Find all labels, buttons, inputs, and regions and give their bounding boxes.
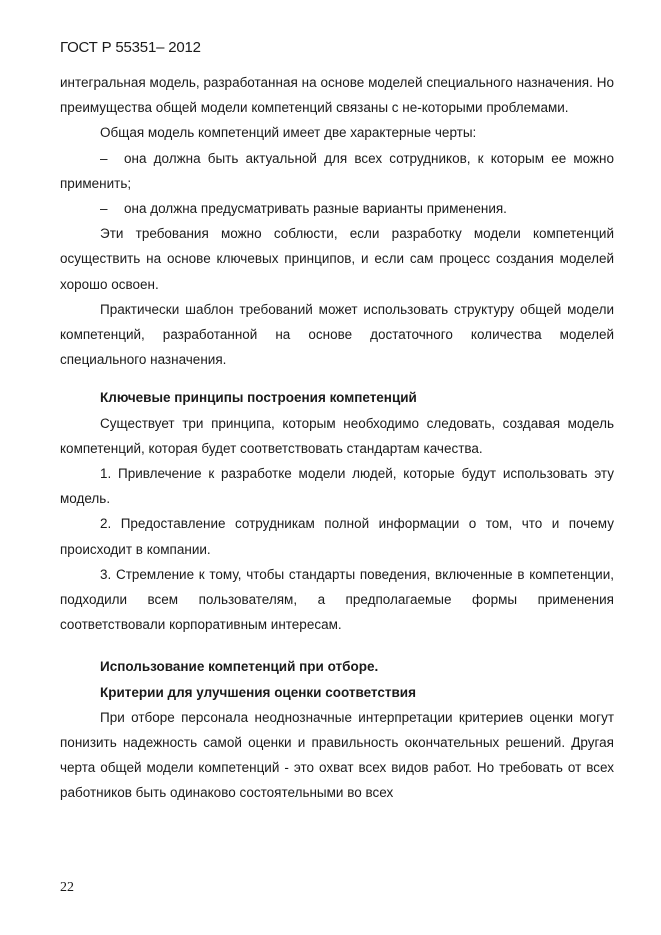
- paragraph: При отборе персонала неоднозначные интерпретации критериев оценки могут понизить надежность самой оценки и правильность окончательных решений. Другая черта общей модели компетенций - это охват всех видов работ. Но требовать от всех работников быть одинаково состоятельными во всех: [60, 709, 614, 801]
- paragraph: Существует три принципа, которым необходимо следовать, создавая модель компетенций, которая будет соответствовать стандартам качества.: [60, 415, 614, 456]
- numbered-item: 2. Предоставление сотрудникам полной информации о том, что и почему происходит в компании.: [60, 516, 614, 557]
- dash-marker: –: [100, 201, 108, 217]
- section-heading: Использование компетенций при отборе.: [100, 659, 379, 675]
- spacer: [60, 637, 614, 654]
- dash-list-item-text: она должна предусматривать разные варианты применения.: [124, 201, 507, 217]
- dash-list-item: [60, 146, 614, 196]
- numbered-item: 1. Привлечение к разработке модели людей, которые будут использовать эту модель.: [60, 466, 614, 507]
- document-header: ГОСТ Р 55351– 2012: [60, 39, 201, 56]
- dash-list-item-text: она должна быть актуальной для всех сотрудников, к которым ее можно применить;: [60, 150, 614, 191]
- paragraph: Эти требования можно соблюсти, если разработку модели компетенций осуществить на основе ключевых принципов, и если сам процесс создания моделей хорошо освоен.: [60, 226, 614, 292]
- paragraph: Общая модель компетенций имеет две характерные черты:: [100, 125, 477, 141]
- dash-list-item: [60, 196, 614, 221]
- page-number: 22: [60, 880, 74, 895]
- dash-marker: –: [100, 150, 108, 166]
- document-body: [60, 70, 614, 806]
- section-heading: Ключевые принципы построения компетенций: [100, 390, 417, 406]
- paragraph: интегральная модель, разработанная на основе моделей специального назначения. Но преимущества общей модели компетенций связаны с не-которыми проблемами.: [60, 75, 614, 116]
- paragraph: Практически шаблон требований может использовать структуру общей модели компетенций, разработанной на основе достаточного количества моделей специального назначения.: [60, 301, 614, 368]
- numbered-item: 3. Стремление к тому, чтобы стандарты поведения, включенные в компетенции, подходили всем пользователям, а предполагаемые формы применения соответствовали корпоративным интересам.: [60, 566, 614, 633]
- spacer: [60, 372, 614, 385]
- section-subheading: Критерии для улучшения оценки соответствия: [100, 684, 416, 700]
